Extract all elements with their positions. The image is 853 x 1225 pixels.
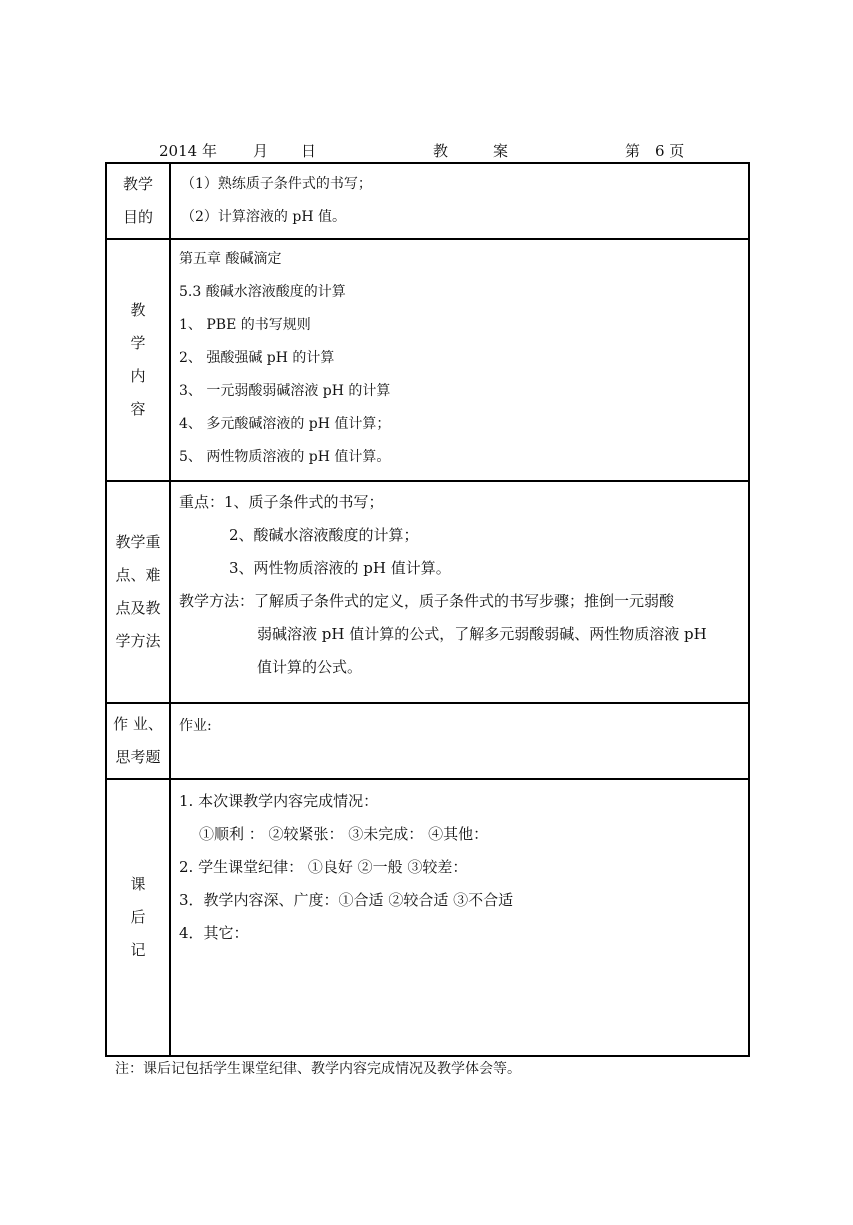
method-line: 教学方法：了解质子条件式的定义，质子条件式的书写步骤；推倒一元弱酸 — [179, 592, 675, 610]
content-item: 1、 PBE 的书写规则 — [179, 317, 311, 333]
content-item: 5.3 酸碱水溶液酸度的计算 — [179, 284, 346, 300]
content-label — [106, 239, 170, 481]
homework-text: 作业: — [179, 718, 212, 734]
content-item: 第五章 酸碱滴定 — [179, 251, 282, 267]
header-title-a: 教 — [433, 142, 449, 160]
method-line: 值计算的公式。 — [257, 658, 363, 676]
label-line: 学方法 — [115, 632, 161, 650]
key-points-label — [106, 481, 170, 703]
label-line: 学 — [130, 334, 146, 352]
label-line: 点及教 — [115, 599, 161, 617]
header-title-b: 案 — [493, 142, 509, 160]
reflection-line: ①顺利 ： ②较紧张： ③未完成： ④其他： — [199, 825, 489, 843]
reflection-row — [106, 779, 749, 1056]
lesson-plan-table — [105, 162, 750, 1057]
header-page-number: 第 6 页 — [625, 142, 685, 160]
reflection-content — [170, 779, 749, 1056]
method-line: 弱碱溶液 pH 值计算的公式，了解多元弱酸弱碱、两性物质溶液 pH — [257, 625, 707, 643]
content-item: 3、 一元弱酸弱碱溶液 pH 的计算 — [179, 383, 391, 399]
content-item: 5、 两性物质溶液的 pH 值计算。 — [179, 449, 391, 465]
reflection-line: 4．其它： — [179, 924, 249, 942]
objective-item: （1）熟练质子条件式的书写； — [181, 176, 372, 192]
content-row — [106, 239, 749, 481]
key-point-line: 2、酸碱水溶液酸度的计算； — [229, 526, 419, 544]
label-line: 教学 — [122, 175, 153, 193]
label-line: 后 — [130, 908, 146, 926]
header-month: 月 — [253, 142, 269, 160]
content-item: 4、 多元酸碱溶液的 pH 值计算； — [179, 416, 391, 432]
label-line: 内 — [130, 367, 146, 385]
objective-item: （2）计算溶液的 pH 值。 — [181, 209, 346, 225]
key-points-row — [106, 481, 749, 703]
footnote: 注：课后记包括学生课堂纪律、教学内容完成情况及教学体会等。 — [115, 1061, 521, 1077]
label-line: 记 — [130, 941, 146, 959]
objectives-label — [106, 163, 170, 239]
key-point-line: 重点：1、质子条件式的书写； — [179, 493, 384, 511]
label-line: 容 — [130, 400, 146, 418]
objectives-content — [170, 163, 749, 239]
homework-content — [170, 703, 749, 779]
label-line: 作 业、 — [113, 715, 163, 733]
page-header — [105, 140, 750, 162]
key-points-content — [170, 481, 749, 703]
key-point-line: 3、两性物质溶液的 pH 值计算。 — [229, 559, 451, 577]
header-day: 日 — [301, 142, 317, 160]
label-line: 目的 — [122, 208, 153, 226]
content-item: 2、 强酸强碱 pH 的计算 — [179, 350, 335, 366]
reflection-label — [106, 779, 170, 1056]
reflection-line: 2. 学生课堂纪律： ①良好 ②一般 ③较差： — [179, 858, 468, 876]
label-line: 教 — [130, 301, 146, 319]
teaching-content — [170, 239, 749, 481]
label-line: 点、难 — [115, 566, 161, 584]
label-line: 思考题 — [115, 748, 161, 766]
objectives-row — [106, 163, 749, 239]
reflection-line: 3．教学内容深、广度：①合适 ②较合适 ③不合适 — [179, 891, 514, 909]
homework-row — [106, 703, 749, 779]
homework-label — [106, 703, 170, 779]
label-line: 教学重 — [115, 533, 161, 551]
reflection-line: 1. 本次课教学内容完成情况： — [179, 792, 379, 810]
label-line: 课 — [130, 875, 146, 893]
header-year: 2014 年 — [159, 142, 217, 160]
